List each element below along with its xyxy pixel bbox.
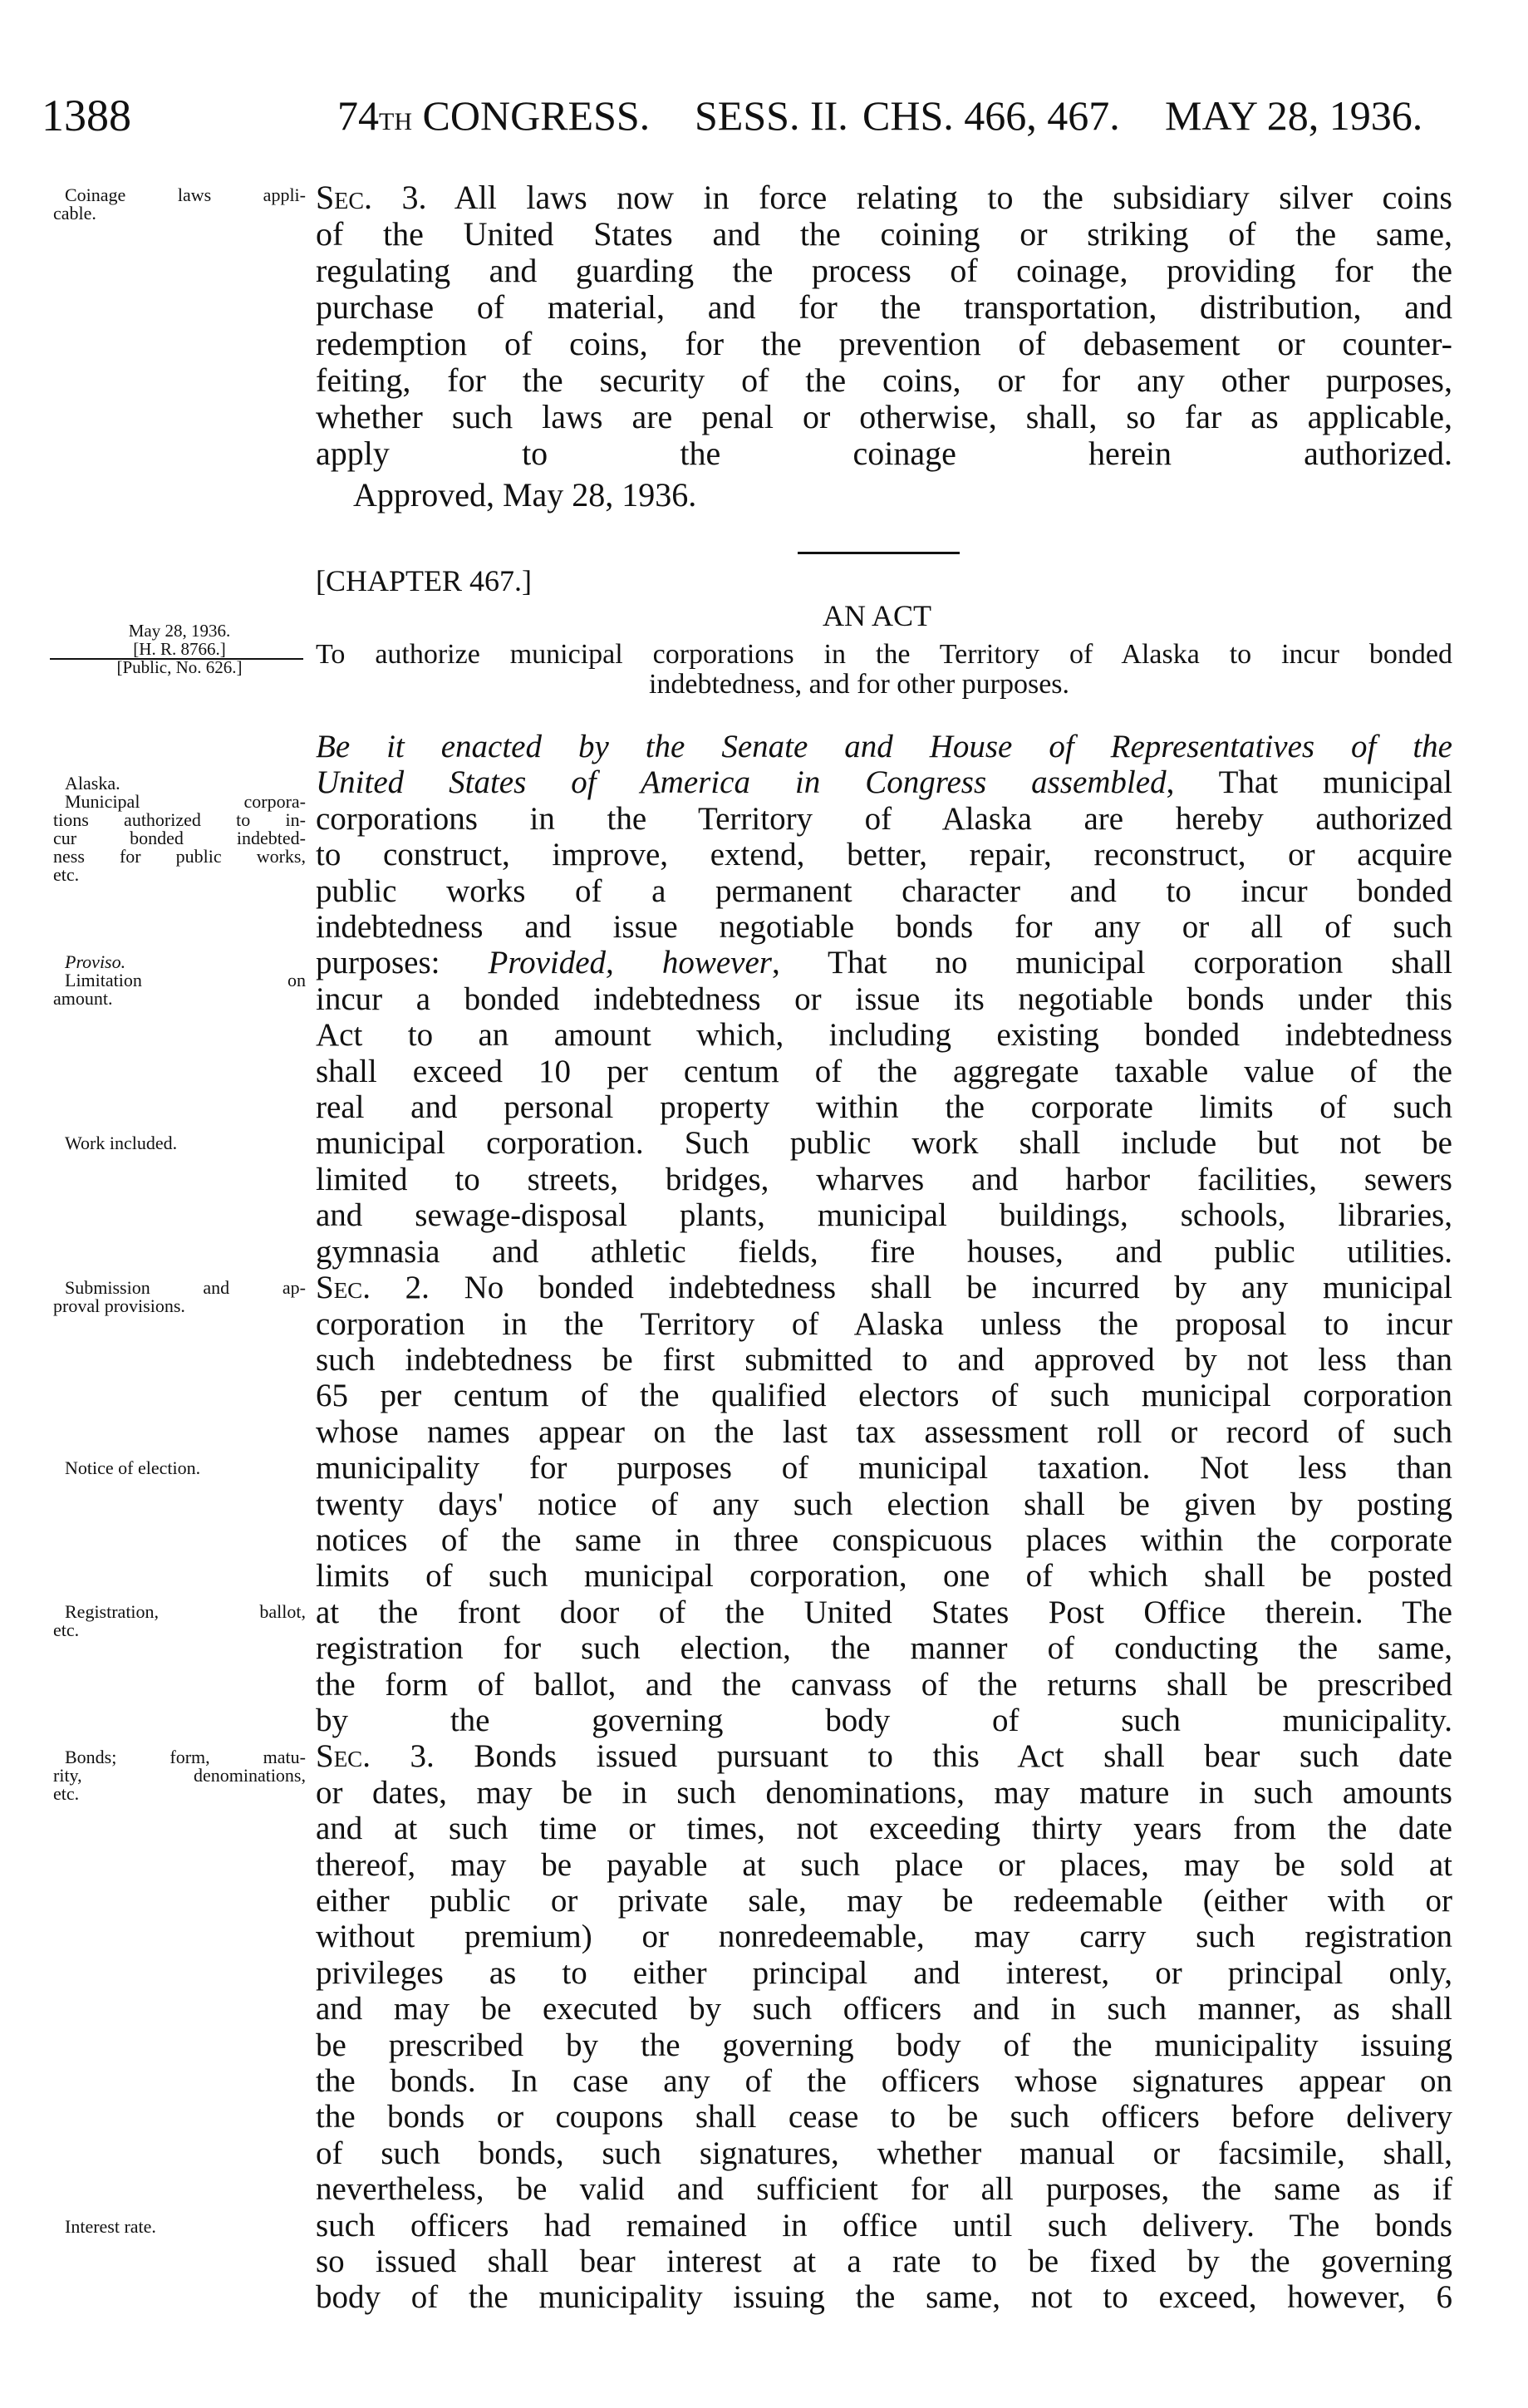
text-line: the bonds. In case any of the officers whose signatures appear on <box>316 2063 1452 2100</box>
text-line: municipal corporation. Such public work shall include but not be <box>316 1125 1452 1162</box>
act-body-text <box>316 729 1452 2316</box>
text-line: and sewage-disposal plants, municipal buildings, schools, libraries, <box>316 1197 1452 1234</box>
margin-note-registration <box>53 1603 306 1639</box>
margin-note-line: [H. R. 8766.] <box>133 639 226 659</box>
text-line: shall exceed 10 per centum of the aggregate taxable value of the <box>316 1053 1452 1089</box>
congress-word: CONGRESS. <box>412 92 651 139</box>
text-line: to construct, improve, extend, better, repair, reconstruct, or acquire <box>316 837 1452 873</box>
text-line: 65 per centum of the qualified electors of such municipal corporation <box>316 1378 1452 1414</box>
italic-text: Provided, however <box>488 945 772 981</box>
margin-note-line: Work included. <box>65 1133 178 1153</box>
margin-note-line: Registration, ballot, <box>65 1601 306 1622</box>
congress-suffix: TH <box>379 108 412 135</box>
act-title <box>316 640 1452 700</box>
margin-note-line: proval provisions. <box>53 1295 185 1316</box>
text-line: incur a bonded indebtedness or issue its negotiable bonds under this <box>316 980 1452 1017</box>
margin-note-line: Alaska. <box>65 773 120 794</box>
margin-note-interest <box>53 2218 306 2236</box>
section-marker: Sec. <box>316 1270 371 1306</box>
text-line: thereof, may be payable at such place or places, may be sold at <box>316 1846 1452 1883</box>
text-line: body of the municipality issuing the same, not to exceed, however, 6 <box>316 2279 1452 2316</box>
text-line: indebtedness and issue negotiable bonds for any or all of such <box>316 909 1452 946</box>
act-title-line-2: indebtedness, and for other purposes. <box>648 669 1070 700</box>
margin-note-line: etc. <box>53 864 80 885</box>
margin-note-line: cable. <box>53 203 96 224</box>
margin-note-line: [Public, No. 626.] <box>116 657 243 677</box>
text-line <box>316 764 1452 800</box>
margin-note-bonds <box>53 1748 306 1803</box>
text-line: the form of ballot, and the canvass of the returns shall be prescribed <box>316 1666 1452 1703</box>
margin-note-line: tions authorized to in- <box>53 809 306 830</box>
margin-note-alaska <box>53 774 306 884</box>
running-head-date: MAY 28, 1936. <box>1165 92 1423 139</box>
margin-note-line: amount. <box>53 988 113 1009</box>
margin-note-line: Interest rate. <box>65 2216 156 2237</box>
margin-note-line: cur bonded indebted- <box>53 828 306 848</box>
text-line: at the front door of the United States Post Office therein. The <box>316 1594 1452 1630</box>
text-line: limited to streets, bridges, wharves and harbor facilities, sewers <box>316 1161 1452 1197</box>
chapter-divider-rule <box>798 552 960 554</box>
text-line: and may be executed by such officers and in such manner, as shall <box>316 1991 1452 2027</box>
section-marker: Sec. <box>316 179 373 216</box>
text-line: gymnasia and athletic fields, fire houses, and public utilities. <box>316 1233 1452 1270</box>
text-segment: 3. Bonds issued pursuant to this Act shall bear such date <box>370 1738 1452 1775</box>
margin-note-notice <box>53 1459 306 1477</box>
congress-number: 74 <box>337 92 379 139</box>
text-line: corporation in the Territory of Alaska unless the proposal to incur <box>316 1305 1452 1342</box>
text-line: apply to the coinage herein authorized. <box>316 435 1452 472</box>
text-line: privileges as to either principal and interest, or principal only, <box>316 1954 1452 1991</box>
margin-note-submission <box>53 1279 306 1315</box>
italic-text: Be it enacted by the Senate and House of Representatives of the <box>316 729 1452 764</box>
text-line: of such bonds, such signatures, whether manual or facsimile, shall, <box>316 2135 1452 2171</box>
text-line: registration for such election, the manner of conducting the same, <box>316 1630 1452 1667</box>
text-segment: purposes: <box>316 945 489 981</box>
margin-note-line: May 28, 1936. <box>128 621 231 641</box>
text-line: either public or private sale, may be redeemable (either with or <box>316 1883 1452 1919</box>
margin-note-line: Coinage laws appli- <box>65 184 306 205</box>
margin-note-line: Submission and ap- <box>65 1277 306 1298</box>
text-line: of the United States and the coining or striking of the same, <box>316 215 1452 253</box>
margin-note-line: Limitation on <box>65 970 306 990</box>
text-line <box>316 1270 1452 1305</box>
section-3-coinage-paragraph <box>316 179 1452 472</box>
text-line: whether such laws are penal or otherwise, shall, so far as applicable, <box>316 398 1452 435</box>
act-title-line-1: To authorize municipal corporations in the Territory of Alaska to incur bonded <box>316 639 1452 670</box>
text-line: such officers had remained in office until such delivery. The bonds <box>316 2207 1452 2243</box>
text-line <box>316 179 1452 216</box>
margin-note-coinage <box>53 186 306 223</box>
text-line: so issued shall bear interest at a rate to be fixed by the governing <box>316 2243 1452 2280</box>
margin-note-line: Notice of election. <box>65 1457 201 1478</box>
text-segment: 3. All laws now in force relating to the subsidiary silver coins <box>372 179 1452 216</box>
text-line: purchase of material, and for the transportation, distribution, and <box>316 288 1452 326</box>
margin-note-line: ness for public works, <box>53 846 306 867</box>
margin-note-date <box>53 622 306 676</box>
an-act-heading: AN ACT <box>823 599 932 632</box>
text-segment: , That municipal <box>1166 764 1452 801</box>
text-line: be prescribed by the governing body of the municipality issuing <box>316 2027 1452 2063</box>
text-line: the bonds or coupons shall cease to be such officers before delivery <box>316 2099 1452 2135</box>
text-line: feiting, for the security of the coins, or for any other purposes, <box>316 361 1452 399</box>
margin-note-line: Proviso. <box>65 951 126 972</box>
margin-note-proviso <box>53 953 306 1008</box>
text-line: notices of the same in three conspicuous places within the corporate <box>316 1521 1452 1558</box>
text-line: twenty days' notice of any such election shall be given by posting <box>316 1486 1452 1522</box>
text-line: municipality for purposes of municipal taxation. Not less than <box>316 1450 1452 1487</box>
text-line: regulating and guarding the process of coinage, providing for the <box>316 252 1452 289</box>
running-head-session: SESS. II. <box>695 92 848 139</box>
text-line: without premium) or nonredeemable, may carry such registration <box>316 1919 1452 1955</box>
margin-note-line: Municipal corpora- <box>65 791 306 812</box>
margin-note-line: etc. <box>53 1619 80 1640</box>
margin-note-line: etc. <box>53 1783 80 1804</box>
text-segment: , That no municipal corporation shall <box>771 945 1452 981</box>
margin-note-line: rity, denominations, <box>53 1765 306 1786</box>
text-line: corporations in the Territory of Alaska are hereby authorized <box>316 800 1452 837</box>
approval-date: Approved, May 28, 1936. <box>353 476 697 514</box>
section-marker: Sec. <box>316 1738 371 1775</box>
running-head-congress <box>337 91 650 140</box>
text-line: redemption of coins, for the prevention of debasement or counter- <box>316 325 1452 362</box>
text-segment: 2. No bonded indebtedness shall be incurred by any municipal <box>370 1270 1452 1306</box>
text-line: whose names appear on the last tax assessment roll or record of such <box>316 1413 1452 1450</box>
chapter-label: [CHAPTER 467.] <box>316 564 532 597</box>
text-line: such indebtedness be first submitted to and approved by not less than <box>316 1341 1452 1378</box>
text-line: or dates, may be in such denominations, may mature in such amounts <box>316 1774 1452 1811</box>
text-line <box>316 729 1452 764</box>
text-line: Act to an amount which, including existing bonded indebtedness <box>316 1017 1452 1054</box>
text-line: limits of such municipal corporation, one of which shall be posted <box>316 1558 1452 1595</box>
running-head-chapters: CHS. 466, 467. <box>862 92 1120 139</box>
margin-note-work <box>53 1134 306 1152</box>
margin-note-line: Bonds; form, matu- <box>65 1747 306 1767</box>
text-line: nevertheless, be valid and sufficient for all purposes, the same as if <box>316 2171 1452 2208</box>
text-line: and at such time or times, not exceeding thirty years from the date <box>316 1811 1452 1847</box>
text-line: by the governing body of such municipality. <box>316 1702 1452 1738</box>
italic-text: United States of America in Congress assembled <box>316 764 1167 801</box>
text-line <box>316 945 1452 980</box>
text-line: real and personal property within the corporate limits of such <box>316 1089 1452 1126</box>
text-line: public works of a permanent character and to incur bonded <box>316 872 1452 909</box>
text-line <box>316 1738 1452 1774</box>
page-number: 1388 <box>42 91 131 140</box>
